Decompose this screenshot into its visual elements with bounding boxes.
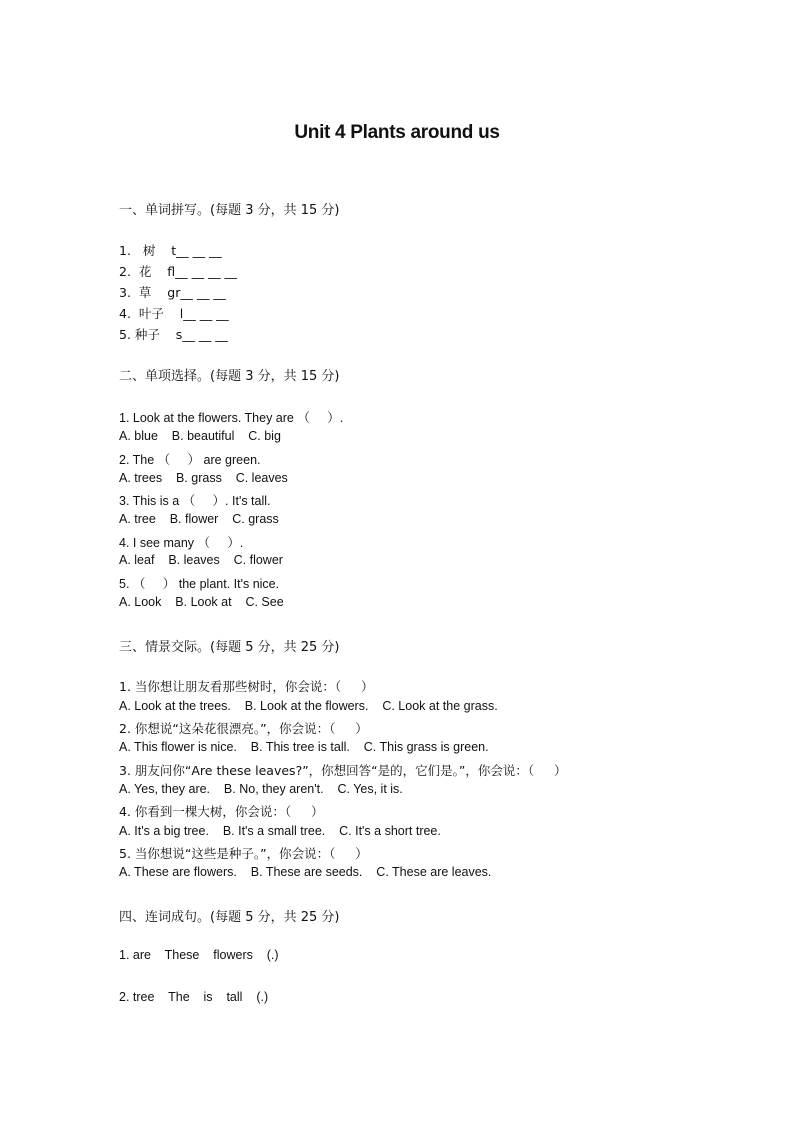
section-2-question-2: 2. The （ ） are green. <box>119 453 261 467</box>
section-2-options-2: A. trees B. grass C. leaves <box>119 471 288 485</box>
section-2-question-3: 3. This is a （ ）. It's tall. <box>119 494 271 508</box>
section-4-heading: 四、连词成句。(每题 5 分，共 25 分) <box>119 910 340 925</box>
section-3-question-1: 1. 当你想让朋友看那些树时，你会说：（ ） <box>119 679 374 694</box>
section-1-item-5: 5. 种子 s__ __ __ <box>119 327 228 342</box>
section-3-options-3: A. Yes, they are. B. No, they aren't. C. Yes, it is. <box>119 782 403 796</box>
section-2-options-5: A. Look B. Look at C. See <box>119 595 284 609</box>
section-1-item-2: 2. 花 fl__ __ __ __ <box>119 264 238 279</box>
section-3-heading: 三、情景交际。(每题 5 分，共 25 分) <box>119 640 340 655</box>
section-2-heading: 二、单项选择。(每题 3 分，共 15 分) <box>119 369 340 384</box>
page-title: Unit 4 Plants around us <box>294 122 500 143</box>
section-4-item-2: 2. tree The is tall (.) <box>119 990 269 1004</box>
section-1-heading: 一、单词拼写。(每题 3 分，共 15 分) <box>119 203 340 218</box>
section-2-options-3: A. tree B. flower C. grass <box>119 512 279 526</box>
section-3-question-2: 2. 你想说“这朵花很漂亮。”，你会说：（ ） <box>119 721 368 736</box>
section-3-question-4: 4. 你看到一棵大树，你会说：（ ） <box>119 804 324 819</box>
section-3-options-5: A. These are flowers. B. These are seeds. C. These are leaves. <box>119 865 492 879</box>
section-1-item-3: 3. 草 gr__ __ __ <box>119 285 226 300</box>
section-3-options-2: A. This flower is nice. B. This tree is tall. C. This grass is green. <box>119 740 489 754</box>
section-3-options-1: A. Look at the trees. B. Look at the flowers. C. Look at the grass. <box>119 699 498 713</box>
section-4-item-1: 1. are These flowers (.) <box>119 948 279 962</box>
section-1-item-1: 1. 树 t__ __ __ <box>119 243 222 258</box>
section-2-question-5: 5. （ ） the plant. It's nice. <box>119 577 280 591</box>
section-3-question-3: 3. 朋友问你“Are these leaves?”，你想回答“是的，它们是。”，你会说：（ ） <box>119 763 567 778</box>
section-3-options-4: A. It's a big tree. B. It's a small tree. C. It's a short tree. <box>119 824 441 838</box>
section-3-question-5: 5. 当你想说“这些是种子。”，你会说：（ ） <box>119 846 368 861</box>
section-2-options-1: A. blue B. beautiful C. big <box>119 429 281 443</box>
section-1-item-4: 4. 叶子 l__ __ __ <box>119 306 229 321</box>
section-2-question-1: 1. Look at the flowers. They are （ ）. <box>119 411 344 425</box>
section-2-options-4: A. leaf B. leaves C. flower <box>119 553 283 567</box>
section-2-question-4: 4. I see many （ ）. <box>119 536 244 550</box>
